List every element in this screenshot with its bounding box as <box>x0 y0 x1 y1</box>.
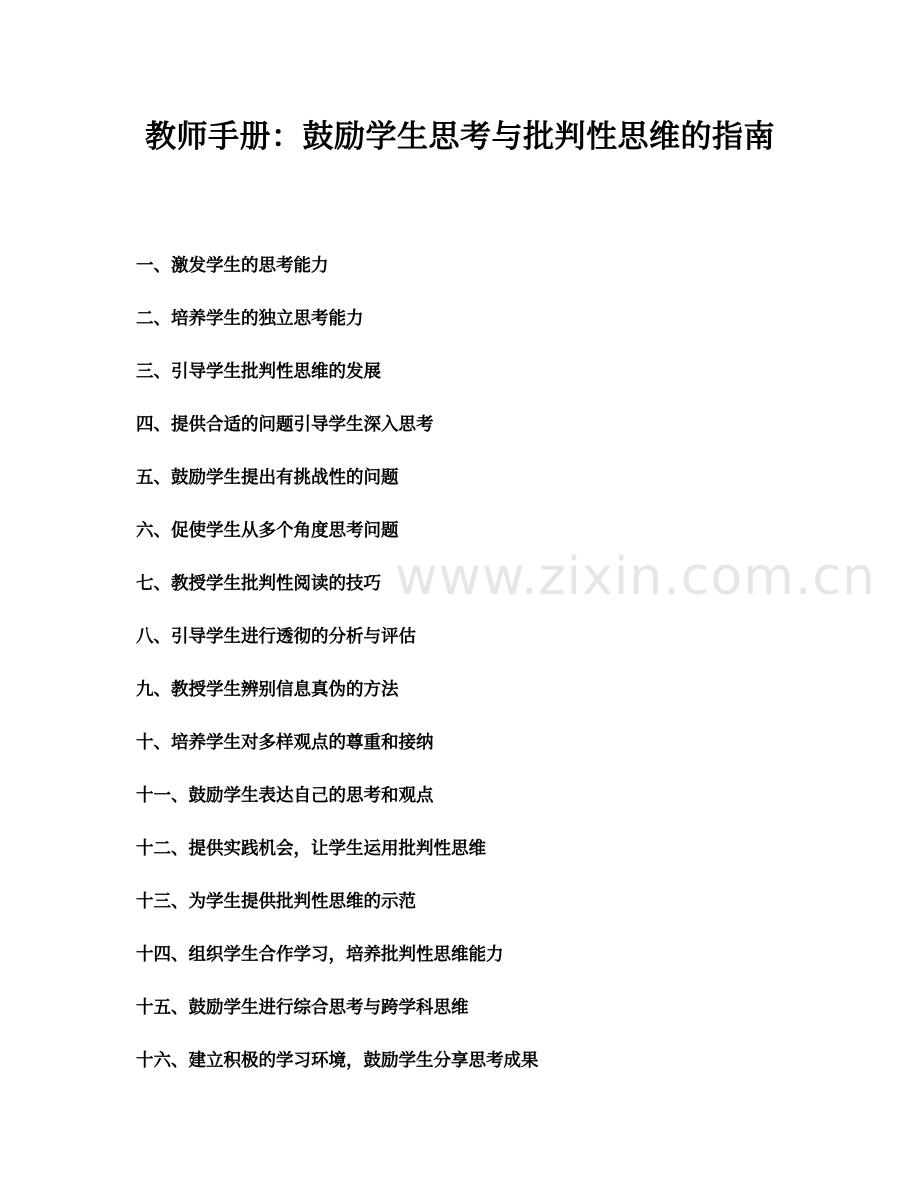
toc-item-7: 七、教授学生批判性阅读的技巧 <box>136 574 381 594</box>
toc-item-4: 四、提供合适的问题引导学生深入思考 <box>136 415 434 435</box>
toc-item-6: 六、促使学生从多个角度思考问题 <box>136 521 399 541</box>
toc-item-1: 一、激发学生的思考能力 <box>136 256 329 276</box>
toc-item-16: 十六、建立积极的学习环境，鼓励学生分享思考成果 <box>136 1051 539 1071</box>
toc-item-13: 十三、为学生提供批判性思维的示范 <box>136 892 416 912</box>
toc-item-9: 九、教授学生辨别信息真伪的方法 <box>136 680 399 700</box>
document-title: 教师手册：鼓励学生思考与批判性思维的指南 <box>145 119 775 155</box>
table-of-contents <box>136 252 539 1100</box>
toc-item-11: 十一、鼓励学生表达自己的思考和观点 <box>136 786 434 806</box>
toc-item-12: 十二、提供实践机会，让学生运用批判性思维 <box>136 839 486 859</box>
watermark: www.zixin.com.cn <box>395 547 876 607</box>
toc-item-5: 五、鼓励学生提出有挑战性的问题 <box>136 468 399 488</box>
toc-item-2: 二、培养学生的独立思考能力 <box>136 309 364 329</box>
toc-item-10: 十、培养学生对多样观点的尊重和接纳 <box>136 733 434 753</box>
toc-item-8: 八、引导学生进行透彻的分析与评估 <box>136 627 416 647</box>
toc-item-14: 十四、组织学生合作学习，培养批判性思维能力 <box>136 945 504 965</box>
toc-item-3: 三、引导学生批判性思维的发展 <box>136 362 381 382</box>
toc-item-15: 十五、鼓励学生进行综合思考与跨学科思维 <box>136 998 469 1018</box>
